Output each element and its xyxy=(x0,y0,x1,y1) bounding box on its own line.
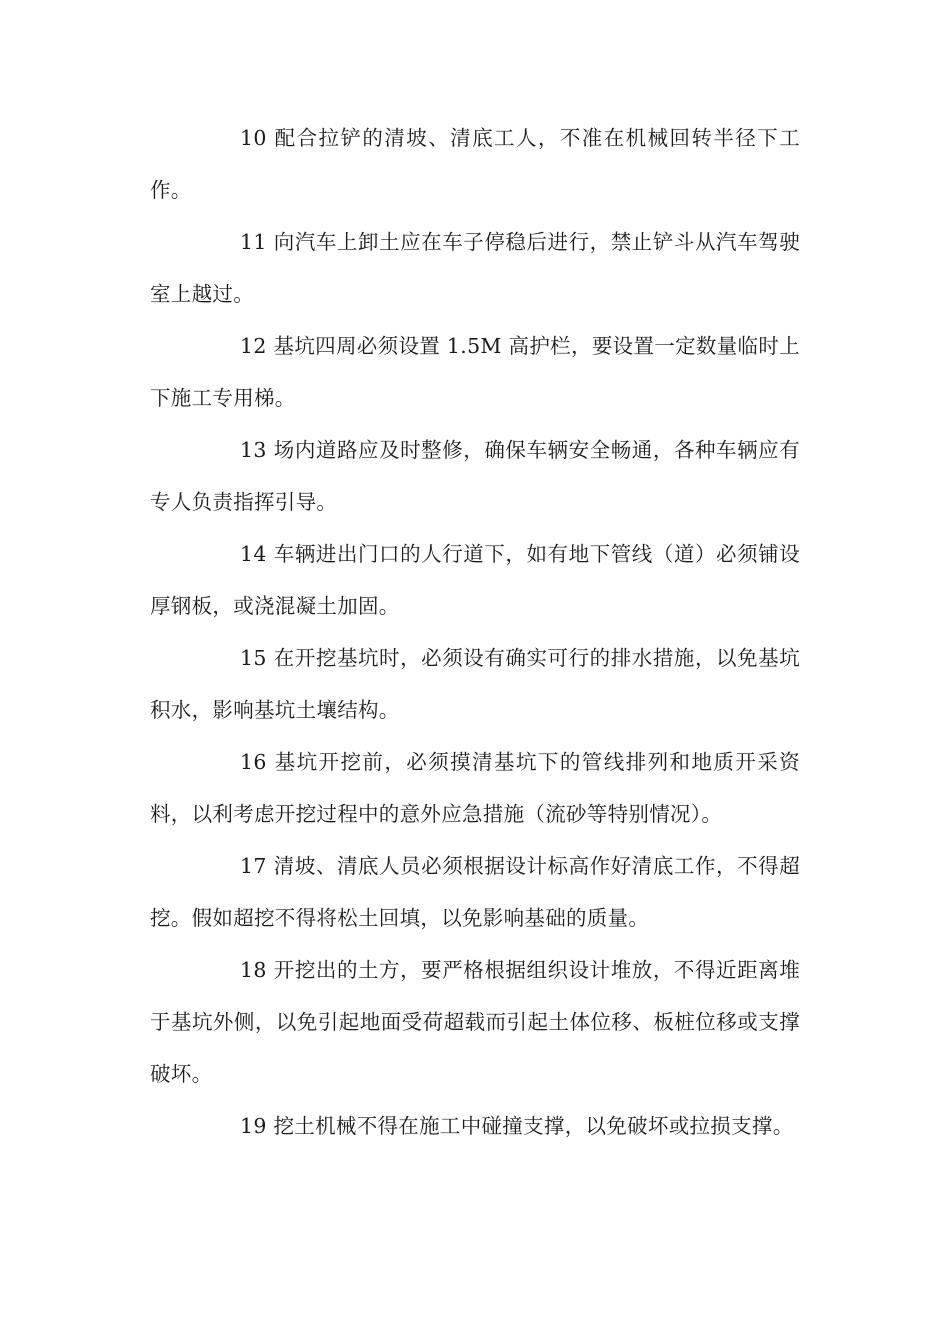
paragraph-11: 11 向汽车上卸土应在车子停稳后进行，禁止铲斗从汽车驾驶室上越过。 xyxy=(150,230,800,306)
paragraph-16: 16 基坑开挖前，必须摸清基坑下的管线排列和地质开采资料，以利考虑开挖过程中的意外应急措施（流砂等特别情况）。 xyxy=(150,750,800,826)
paragraph-10: 10 配合拉铲的清坡、清底工人，不准在机械回转半径下工作。 xyxy=(150,126,800,202)
paragraph-18: 18 开挖出的土方，要严格根据组织设计堆放，不得近距离堆于基坑外侧，以免引起地面受荷超载而引起土体位移、板桩位移或支撑破坏。 xyxy=(150,958,800,1086)
document-body xyxy=(150,112,800,1152)
paragraph-15: 15 在开挖基坑时，必须设有确实可行的排水措施，以免基坑积水，影响基坑土壤结构。 xyxy=(150,646,800,722)
paragraph-17: 17 清坡、清底人员必须根据设计标高作好清底工作，不得超挖。假如超挖不得将松土回填，以免影响基础的质量。 xyxy=(150,854,800,930)
paragraph-19: 19 挖土机械不得在施工中碰撞支撑，以免破坏或拉损支撑。 xyxy=(240,1114,794,1138)
paragraph-12: 12 基坑四周必须设置 1.5M 高护栏，要设置一定数量临时上下施工专用梯。 xyxy=(150,334,800,410)
paragraph-14: 14 车辆进出门口的人行道下，如有地下管线（道）必须铺设厚钢板，或浇混凝土加固。 xyxy=(150,542,800,618)
paragraph-13: 13 场内道路应及时整修，确保车辆安全畅通，各种车辆应有专人负责指挥引导。 xyxy=(150,438,800,514)
